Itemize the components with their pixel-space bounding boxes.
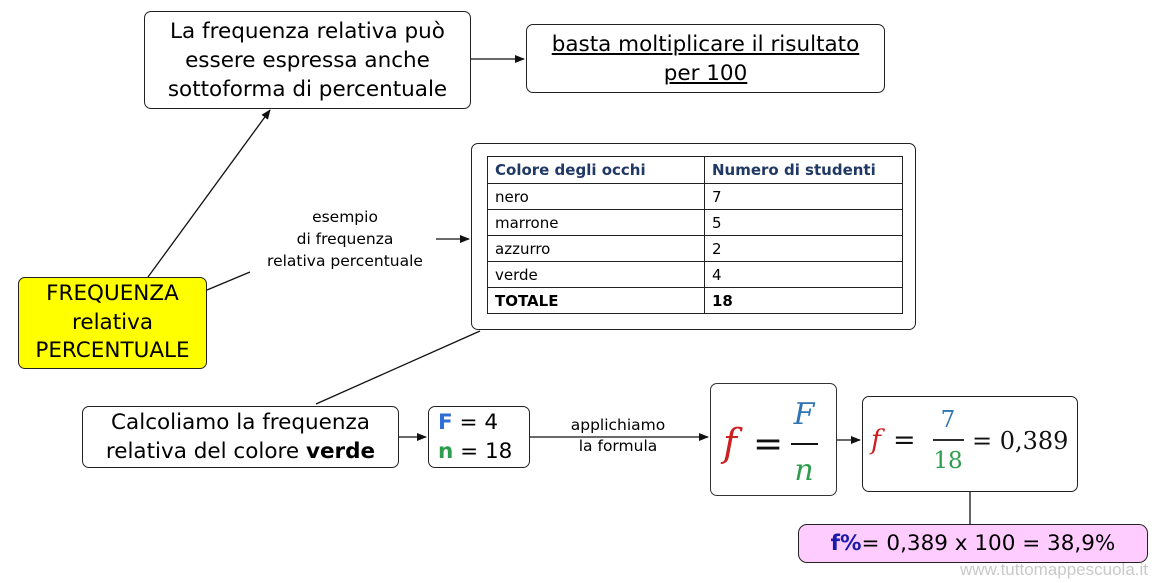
table-cell: 18 [705,288,903,314]
formula-box [710,383,837,496]
example-label-line: relativa percentuale [267,252,423,270]
tip-line: per 100 [663,60,748,86]
example-label-line: di frequenza [296,230,394,248]
table-header-row [488,157,903,184]
main-concept-box [18,277,207,369]
calc-text: relativa del colore [105,439,306,464]
numerator-7: 7 [940,407,956,433]
equals-sign: = [753,424,784,465]
result-value: = 0,389 [972,427,1069,455]
note-line: essere espressa anche [185,47,430,73]
equals-sign: = [893,425,916,456]
table-cell: 4 [705,262,903,288]
table-cell: verde [488,262,705,288]
calc-line [106,437,375,466]
n-symbol: n [438,439,454,464]
percentage-expression: = 0,389 x 100 = 38,9% [861,531,1116,556]
line-main-to-example [207,272,250,290]
table-cell: marrone [488,210,705,236]
f-percent-label: f% [830,531,862,556]
f-symbol: f [871,425,881,456]
percentage-line [831,531,1116,556]
main-concept-line: FREQUENZA [46,281,179,307]
table-row [488,210,903,236]
relative-frequency-percentage-note [144,11,471,109]
table-cell: 5 [705,210,903,236]
result-graphic [863,397,1079,493]
n-value: = 18 [453,439,513,464]
apply-formula-label [555,415,681,457]
f-symbol: f [723,421,738,465]
tip-line: basta moltiplicare il risultato [551,31,860,57]
table-cell: nero [488,184,705,210]
line-table-to-calc [316,331,480,404]
table-cell: TOTALE [488,288,705,314]
eye-color-table-box [471,143,916,330]
table-row [488,236,903,262]
main-concept-line: PERCENTUALE [35,338,190,364]
apply-label-line: la formula [578,437,658,455]
denominator-18: 18 [933,448,963,474]
table-row [488,262,903,288]
column-header: Colore degli occhi [488,157,705,184]
result-box [862,396,1078,492]
table-cell: azzurro [488,236,705,262]
table-cell: 2 [705,236,903,262]
note-line: La frequenza relativa può [170,18,445,44]
numerator-F: F [793,397,815,432]
example-label-line: esempio [312,208,378,226]
values-box [428,406,530,468]
column-header: Numero di studenti [705,157,903,184]
multiply-by-100-note [526,24,885,93]
calc-bold-word: verde [305,439,376,464]
note-line: sottoforma di percentuale [167,76,448,102]
main-concept-line: relativa [71,309,154,335]
F-value-line [438,408,498,437]
example-label [247,206,443,272]
table-cell: 7 [705,184,903,210]
F-value: = 4 [452,410,499,435]
site-watermark: www.tuttomappescuola.it [959,560,1148,579]
calculation-prompt-box [82,406,399,468]
n-value-line [438,437,512,466]
eye-color-table [487,156,903,314]
table-total-row [488,288,903,314]
denominator-n: n [794,453,814,488]
calc-line: Calcoliamo la frequenza [111,410,370,435]
table-row [488,184,903,210]
F-symbol: F [438,410,453,435]
percentage-result-box [798,524,1148,563]
apply-label-line: applichiamo [570,416,666,434]
formula-graphic [711,384,838,497]
